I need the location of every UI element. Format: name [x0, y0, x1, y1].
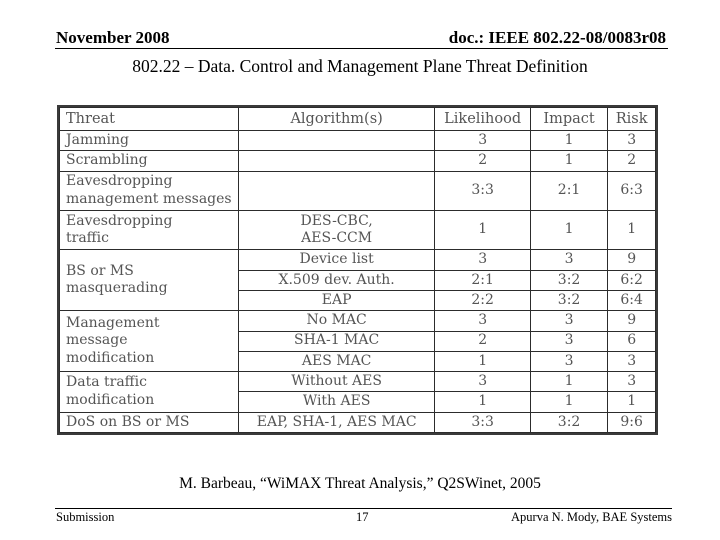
impact-cell: 1 [530, 210, 607, 249]
likelihood-cell: 2 [435, 331, 530, 351]
algorithm-cell [238, 171, 435, 210]
footer-submission: Submission [56, 510, 115, 524]
table-row [60, 151, 656, 171]
likelihood-cell: 2 [435, 151, 530, 171]
threat-label: masquerading [66, 280, 168, 297]
threat-label: BS or MS [66, 262, 134, 279]
risk-cell: 9:6 [608, 412, 656, 432]
likelihood-cell: 3 [435, 311, 530, 331]
citation: M. Barbeau, “WiMAX Threat Analysis,” Q2SWinet, 2005 [179, 475, 541, 492]
risk-cell: 9 [608, 311, 656, 331]
risk-cell: 1 [608, 210, 656, 249]
threat-label: Jamming [66, 131, 129, 148]
table-row [60, 210, 656, 249]
slide-title: 802.22 – Data. Control and Management Plane Threat Definition [132, 56, 588, 76]
threat-label: management messages [66, 190, 232, 207]
table-row [60, 250, 656, 270]
column-header-risk: Risk [608, 108, 656, 131]
threat-label: Eavesdropping [66, 212, 173, 229]
table-header-row [60, 108, 656, 131]
threat-label: Data traffic [66, 374, 147, 391]
threat-label: traffic [66, 230, 109, 247]
risk-cell: 3 [608, 351, 656, 371]
impact-cell: 3 [530, 351, 607, 371]
likelihood-cell: 3 [435, 372, 530, 392]
likelihood-cell: 3 [435, 250, 530, 270]
impact-cell: 1 [530, 151, 607, 171]
threat-label: Eavesdropping [66, 173, 173, 190]
likelihood-cell: 3:3 [435, 412, 530, 432]
impact-cell: 3 [530, 250, 607, 270]
threat-label: modification [66, 349, 155, 366]
threat-label: DoS on BS or MS [66, 413, 190, 430]
risk-cell: 6:3 [608, 171, 656, 210]
impact-cell: 1 [530, 392, 607, 412]
impact-cell: 2:1 [530, 171, 607, 210]
likelihood-cell: 2:1 [435, 270, 530, 290]
risk-cell: 6:4 [608, 290, 656, 310]
impact-cell: 3:2 [530, 412, 607, 432]
footer-rule [55, 508, 672, 509]
threat-cell [60, 210, 239, 249]
likelihood-cell: 3 [435, 131, 530, 151]
algorithm-cell [238, 151, 435, 171]
footer-author: Apurva N. Mody, BAE Systems [511, 510, 672, 524]
likelihood-cell: 1 [435, 392, 530, 412]
impact-cell: 3 [530, 331, 607, 351]
threat-label: Scrambling [66, 152, 148, 169]
algorithm-cell: Without AES [238, 372, 435, 392]
header-rule [55, 48, 668, 49]
impact-cell: 1 [530, 372, 607, 392]
threat-cell [60, 412, 239, 432]
risk-cell: 3 [608, 131, 656, 151]
likelihood-cell: 2:2 [435, 290, 530, 310]
risk-cell: 1 [608, 392, 656, 412]
table-row [60, 171, 656, 210]
algorithm-cell: EAP, SHA-1, AES MAC [238, 412, 435, 432]
header-date: November 2008 [56, 28, 170, 47]
header-doc-id: doc.: IEEE 802.22-08/0083r08 [448, 28, 666, 47]
column-header-algorithms: Algorithm(s) [238, 108, 435, 131]
risk-cell: 3 [608, 372, 656, 392]
threat-label: message [66, 332, 128, 349]
threat-cell [60, 311, 239, 372]
table-row [60, 372, 656, 392]
risk-cell: 9 [608, 250, 656, 270]
threat-cell [60, 151, 239, 171]
threat-cell [60, 131, 239, 151]
threat-label: Management [66, 314, 160, 331]
algorithm-cell: Device list [238, 250, 435, 270]
impact-cell: 3:2 [530, 290, 607, 310]
algorithm-cell [238, 131, 435, 151]
table-row [60, 311, 656, 331]
impact-cell: 1 [530, 131, 607, 151]
page-number: 17 [356, 510, 369, 524]
risk-cell: 2 [608, 151, 656, 171]
column-header-likelihood: Likelihood [435, 108, 530, 131]
risk-cell: 6 [608, 331, 656, 351]
algorithm-cell: EAP [238, 290, 435, 310]
threat-table [59, 107, 656, 433]
threat-cell [60, 250, 239, 311]
threat-cell [60, 171, 239, 210]
impact-cell: 3:2 [530, 270, 607, 290]
threat-table-frame [57, 105, 658, 435]
column-header-impact: Impact [530, 108, 607, 131]
likelihood-cell: 1 [435, 351, 530, 371]
column-header-threat: Threat [60, 108, 239, 131]
algorithm-cell: With AES [238, 392, 435, 412]
risk-cell: 6:2 [608, 270, 656, 290]
algorithm-cell: DES-CBC, AES-CCM [238, 210, 435, 249]
algorithm-cell: No MAC [238, 311, 435, 331]
threat-cell [60, 372, 239, 413]
likelihood-cell: 1 [435, 210, 530, 249]
table-body [60, 131, 656, 433]
impact-cell: 3 [530, 311, 607, 331]
algorithm-cell: SHA-1 MAC [238, 331, 435, 351]
threat-label: modification [66, 391, 155, 408]
algorithm-cell: X.509 dev. Auth. [238, 270, 435, 290]
table-row [60, 131, 656, 151]
algorithm-cell: AES MAC [238, 351, 435, 371]
table-row [60, 412, 656, 432]
likelihood-cell: 3:3 [435, 171, 530, 210]
